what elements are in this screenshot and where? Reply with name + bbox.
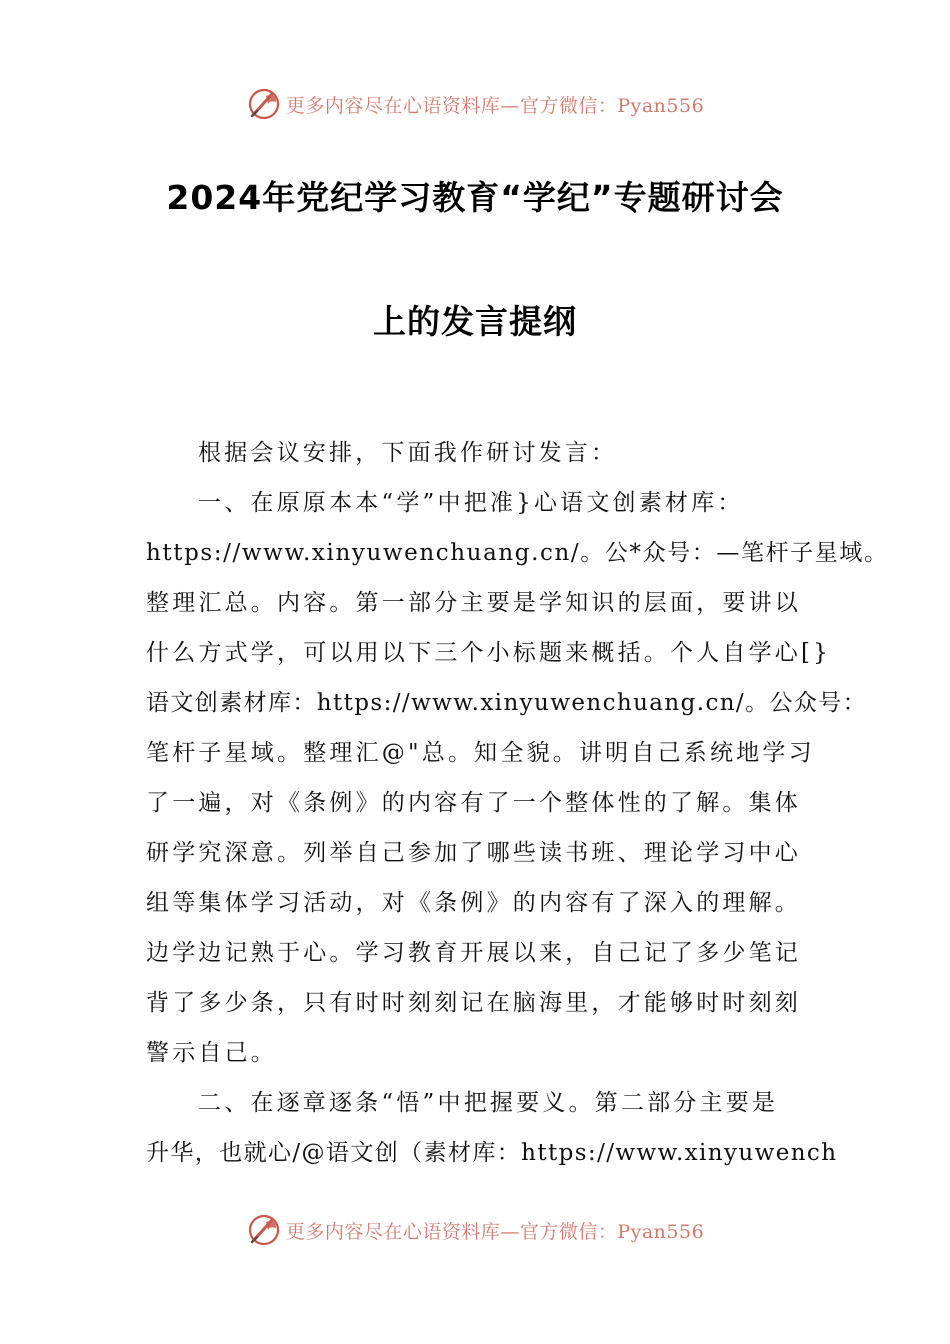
body-line: 笔杆子星域。整理汇@"总。知全貌。讲明自己系统地学习 [146, 740, 815, 766]
body-line: 了一遍，对《条例》的内容有了一个整体性的了解。集体 [146, 790, 801, 816]
body-line: 二、在逐章逐条“悟”中把握要义。第二部分主要是 [198, 1090, 779, 1116]
body-line: 什么方式学，可以用以下三个小标题来概括。个人自学心[} [146, 640, 832, 666]
body-line: 组等集体学习活动，对《条例》的内容有了深入的理解。 [146, 890, 801, 916]
footer-banner [0, 1208, 950, 1252]
body-line: 边学边记熟于心。学习教育开展以来，自己记了多少笔记 [146, 940, 801, 966]
footer-banner-text: 更多内容尽在心语资料库—官方微信：Pyan556 [285, 1220, 705, 1243]
quill-pen-logo-icon [246, 86, 282, 122]
document-title-line-2: 上的发言提纲 [373, 302, 577, 341]
quill-pen-logo-icon [246, 1212, 282, 1248]
body-line: 语文创素材库：https://www.xinyuwenchuang.cn/。公众号： [146, 690, 868, 716]
body-line: 升华，也就心/@语文创（素材库：https://www.xinyuwench [146, 1140, 838, 1166]
body-line: 背了多少条，只有时时刻刻记在脑海里，才能够时时刻刻 [146, 990, 801, 1016]
body-line: 整理汇总。内容。第一部分主要是学知识的层面，要讲以 [146, 590, 801, 616]
body-line: 一、在原原本本“学”中把准}心语文创素材库： [198, 490, 744, 516]
body-line: 警示自己。 [146, 1040, 277, 1066]
document-body [146, 428, 889, 1178]
document-title-line-1: 2024年党纪学习教育“学纪”专题研讨会 [166, 178, 784, 217]
header-banner [0, 82, 950, 126]
body-line: https://www.xinyuwenchuang.cn/。公*众号：—笔杆子星域。 [146, 540, 889, 566]
body-line: 研学究深意。列举自己参加了哪些读书班、理论学习中心 [146, 840, 801, 866]
body-line: 根据会议安排，下面我作研讨发言： [198, 440, 618, 466]
header-banner-text: 更多内容尽在心语资料库—官方微信：Pyan556 [285, 94, 705, 117]
